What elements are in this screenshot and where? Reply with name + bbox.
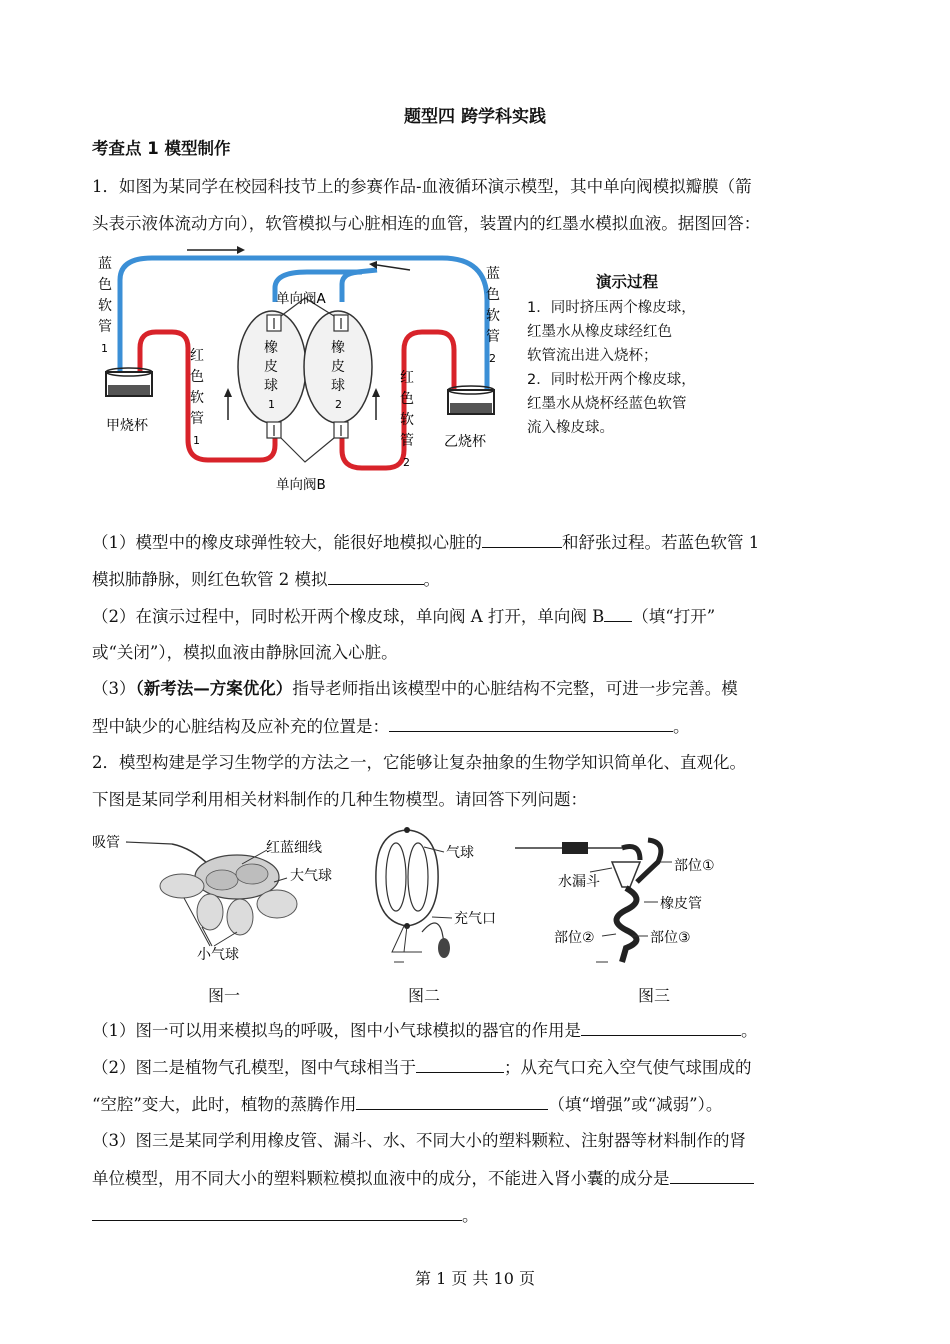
- q2-part3-line1: （3）图三是某同学利用橡皮管、漏斗、水、不同大小的塑料颗粒、注射器等材料制作的肾: [92, 1131, 746, 1150]
- big-balloon-label: 大气球: [290, 868, 332, 884]
- answer-blank[interactable]: [356, 1093, 548, 1110]
- text: （1）图一可以用来模拟鸟的呼吸，图中小气球模拟的器官的作用是: [92, 1021, 581, 1040]
- balloon-label: 气球: [446, 845, 474, 861]
- blue-tube-2-label: 蓝色软管 2: [486, 266, 500, 365]
- q2-part3-line2: [92, 1167, 754, 1190]
- biology-models-figure: [92, 822, 732, 972]
- text: （2）图二是植物气孔模型，图中气球相当于: [92, 1058, 416, 1077]
- q2-intro-line1: 2．模型构建是学习生物学的方法之一，它能够让复杂抽象的生物学知识简单化、直观化。: [92, 753, 746, 772]
- bird-respiration-model: [92, 835, 332, 963]
- red-tube-1-label: 红色软管 1: [190, 348, 204, 447]
- demo-line: 红墨水从橡皮球经红色: [527, 324, 672, 340]
- answer-blank[interactable]: [92, 1204, 462, 1221]
- text: 。: [673, 717, 690, 736]
- small-balloon-label: 小气球: [197, 947, 239, 963]
- valve-b-label: 单向阀B: [276, 477, 326, 493]
- text: “空腔”变大，此时，植物的蒸腾作用: [92, 1095, 357, 1114]
- q1-part1-line1: [92, 531, 759, 554]
- page-title: 题型四 跨学科实践: [404, 107, 546, 127]
- straw-label: 吸管: [92, 835, 120, 851]
- stomata-model: [376, 827, 496, 962]
- text: 。: [741, 1021, 758, 1040]
- part3-label: 部位③: [650, 930, 691, 946]
- text: 模拟肺静脉，则红色软管 2 模拟: [92, 570, 328, 589]
- answer-blank[interactable]: [328, 568, 424, 585]
- answer-blank[interactable]: [482, 531, 562, 548]
- beaker-a-label: 甲烧杯: [106, 418, 148, 434]
- q2-part1-line1: [92, 1019, 758, 1042]
- section-heading: 考查点 1 模型制作: [92, 139, 231, 158]
- q2-part3-line3: [92, 1204, 479, 1227]
- text: ；从充气口充入空气使气球围成的: [504, 1058, 752, 1077]
- answer-blank[interactable]: [389, 715, 673, 732]
- text: （填“打开”: [632, 607, 716, 626]
- thread-label: 红蓝细线: [266, 840, 322, 856]
- text: （2）在演示过程中，同时松开两个橡皮球，单向阀 A 打开，单向阀 B: [92, 607, 605, 626]
- text: 型中缺少的心脏结构及应补充的位置是：: [92, 717, 389, 736]
- text: （填“增强”或“减弱”）。: [548, 1095, 723, 1114]
- q1-intro-line2: 头表示液体流动方向），软管模拟与心脏相连的血管，装置内的红墨水模拟血液。据图回答：: [92, 214, 761, 233]
- text: 指导老师指出该模型中的心脏结构不完整，可进一步完善。模: [292, 679, 738, 698]
- demo-line: 红墨水从烧杯经蓝色软管: [527, 396, 687, 412]
- q1-part2-line1: [92, 605, 715, 628]
- text: （3）: [92, 679, 136, 698]
- q1-part3-line2: [92, 715, 690, 738]
- answer-blank[interactable]: [416, 1056, 504, 1073]
- figure-caption-2: 图二: [408, 986, 441, 1005]
- beaker-b-label: 乙烧杯: [444, 434, 486, 450]
- figure-caption-3: 图三: [638, 986, 671, 1005]
- circulation-model-figure: [92, 240, 522, 500]
- red-tube-2-label: 红色软管 2: [400, 370, 414, 469]
- demo-process-box: [527, 270, 727, 440]
- blue-tube-1-label: 蓝色软管 1: [98, 256, 112, 355]
- valve-a-label: 单向阀A: [276, 291, 326, 307]
- text: 。: [423, 570, 440, 589]
- text: 。: [462, 1206, 479, 1225]
- q1-intro-line1: 1．如图为某同学在校园科技节上的参赛作品-血液循环演示模型，其中单向阀模拟瓣膜（箭: [92, 177, 752, 196]
- answer-blank[interactable]: [670, 1167, 754, 1184]
- q2-part2-line1: [92, 1056, 752, 1079]
- figure-caption-1: 图一: [208, 986, 241, 1005]
- demo-line: 流入橡皮球。: [527, 420, 614, 436]
- demo-line: 1．同时挤压两个橡皮球，: [527, 300, 696, 316]
- demo-title: 演示过程: [595, 273, 658, 291]
- page-footer: 第 1 页 共 10 页: [415, 1269, 535, 1288]
- part1-label: 部位①: [674, 858, 715, 874]
- q1-part3-line1: [92, 678, 738, 700]
- text: 单位模型，用不同大小的塑料颗粒模拟血液中的成分，不能进入肾小囊的成分是: [92, 1169, 670, 1188]
- q2-part2-line2: [92, 1093, 722, 1116]
- demo-line: 2．同时松开两个橡皮球，: [527, 372, 696, 388]
- q2-intro-line2: 下图是某同学利用相关材料制作的几种生物模型。请回答下列问题：: [92, 790, 587, 809]
- new-method-tag: （新考法—方案优化）: [135, 679, 293, 698]
- answer-blank[interactable]: [581, 1019, 741, 1036]
- q1-part2-line2: 或“关闭”），模拟血液由静脉回流入心脏。: [92, 643, 398, 662]
- nephron-model: [515, 840, 715, 962]
- tube-label: 橡皮管: [660, 896, 702, 912]
- funnel-label: 水漏斗: [558, 874, 600, 890]
- text: 和舒张过程。若蓝色软管 1: [562, 533, 760, 552]
- text: （1）模型中的橡皮球弹性较大，能很好地模拟心脏的: [92, 533, 482, 552]
- inlet-label: 充气口: [454, 911, 496, 927]
- ball-1-label: 橡皮球 1: [264, 340, 278, 411]
- answer-blank[interactable]: [604, 605, 632, 622]
- demo-line: 软管流出进入烧杯；: [527, 348, 658, 364]
- ball-2-label: 橡皮球 2: [331, 340, 345, 411]
- q1-part1-line2: [92, 568, 440, 591]
- part2-label: 部位②: [554, 930, 595, 946]
